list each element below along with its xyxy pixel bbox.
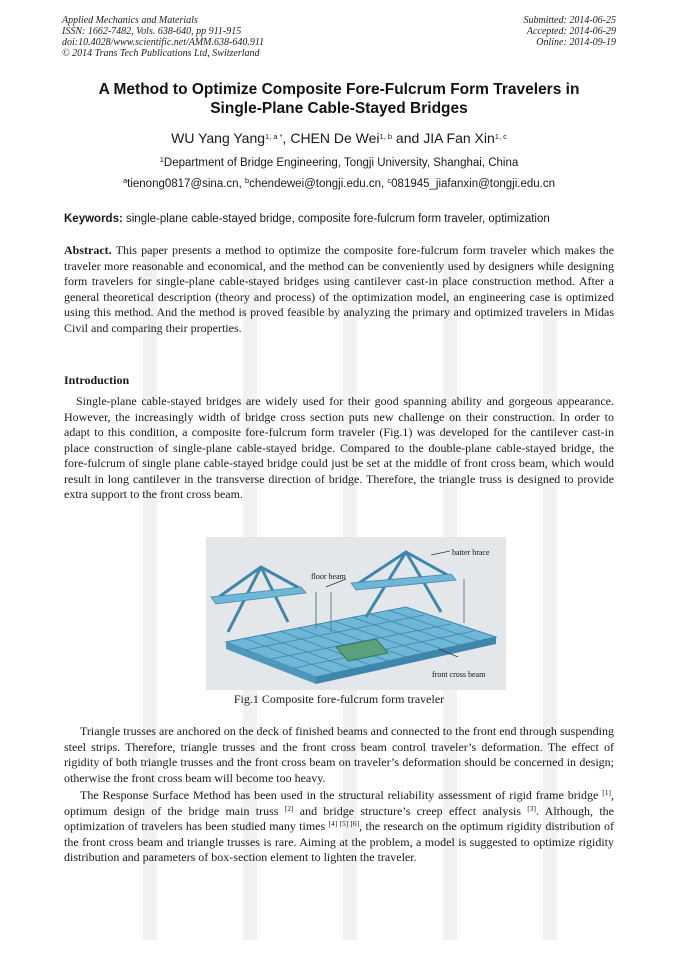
accepted-date: Accepted: 2014-06-29: [526, 26, 616, 37]
online-date: Online: 2014-09-19: [536, 37, 616, 48]
issn-line: ISSN: 1662-7482, Vols. 638-640, pp 911-915: [62, 26, 242, 37]
keywords-text: single-plane cable-stayed bridge, composite fore-fulcrum form traveler, optimization: [122, 213, 550, 225]
abstract: [64, 243, 614, 336]
p3-text-a: The Response Surface Method has been used in the structural reliability assessment of rigid frame bridge: [80, 788, 603, 802]
authors: [0, 129, 678, 147]
author-3-affil: 1, c: [494, 132, 507, 141]
email-a[interactable]: tienong0817@sina.cn,: [127, 178, 245, 190]
title-line-2: Single-Plane Cable-Stayed Bridges: [210, 100, 468, 117]
intro-paragraph-1: Single-plane cable-stayed bridges are widely used for their good spanning ability and gorgeous appearance. However, the increasingly width of bridge cross section puts new challenge on their construction. In order to adapt to this condition, a composite fore-fulcrum form traveler (Fig.1) was developed for the cantilever cast-in place construction of single-plane cable-stayed bridge. Compared to the double-plane cable-stayed bridge, the fore-fulcrum of single plane cable-stayed bridge could just be set at the middle of front cross beam, which would result in long cantilever in the transverse direction of bridge. Therefore, the triangle truss is designed to provide extra support to the front cross beam.: [64, 394, 614, 501]
p3-text-c: and bridge structure’s creep effect analysis: [293, 803, 528, 818]
paper-title: [40, 80, 638, 118]
journal-name: Applied Mechanics and Materials: [62, 15, 198, 26]
author-sep-2: and: [392, 130, 424, 146]
affiliation: [0, 156, 678, 170]
p3-text-e: , the research on the optimum rigidity distribution of the front cross beam and triangle trusses is rare. Aiming at the problem, a model is suggested to optimize rigidity distribution and parameters of box-section element to lighten the traveler.: [64, 819, 614, 864]
p3-text-d: . Although, the optimization of travelers has been studied many times: [64, 803, 614, 833]
section-heading-introduction: Introduction: [64, 373, 130, 387]
copyright-line: © 2014 Trans Tech Publications Ltd, Switzerland: [62, 48, 260, 59]
keywords-label: Keywords:: [64, 213, 123, 225]
author-3: JIA Fan Xin: [423, 130, 495, 146]
author-1: WU Yang Yang: [171, 130, 266, 146]
label-front-cross-beam: front cross beam: [432, 670, 486, 679]
doi-line: doi:10.4028/www.scientific.net/AMM.638-640.911: [62, 37, 265, 48]
affiliation-sup: 1: [159, 155, 164, 164]
p3-text-b: , optimum design of the bridge main truss: [64, 788, 614, 818]
traveler-illustration: [206, 537, 506, 690]
figure-1: [206, 537, 506, 690]
figure-caption: Fig.1 Composite fore-fulcrum form traveler: [233, 692, 445, 706]
email-sup-a: a: [122, 176, 128, 185]
email-b[interactable]: chendewei@tongji.edu.cn,: [249, 178, 388, 190]
affiliation-text: Department of Bridge Engineering, Tongji University, Shanghai, China: [163, 157, 519, 169]
email-sup-c: c: [387, 176, 392, 185]
title-line-1: A Method to Optimize Composite Fore-Fulcrum Form Travelers in: [98, 81, 580, 98]
label-floor-beam: floor beam: [311, 572, 346, 581]
label-batter-brace: batter brace: [452, 548, 490, 557]
author-1-affil: 1, a *: [265, 132, 283, 141]
abstract-text: This paper presents a method to optimize the composite fore-fulcrum form traveler which makes the traveler more reasonable and economical, and the method can be conveniently used by designers while designing form travelers for single-plane cable-stayed bridges using cantilever cast-in place construction method. After a general theoretical description (theory and process) of the optimization model, an engineering case is optimized using this method. And the method is proved feasible by analyzing the primary and optimized travelers in Midas Civil and comparing their properties.: [64, 243, 614, 335]
email-sup-b: b: [244, 176, 250, 185]
citation-1[interactable]: [1]: [602, 788, 611, 797]
author-sep-1: ,: [282, 130, 291, 146]
author-2: CHEN De Wei: [290, 130, 380, 146]
submitted-date: Submitted: 2014-06-25: [523, 15, 616, 26]
intro-paragraph-2: Triangle trusses are anchored on the deck of finished beams and connected to the front end through suspending steel strips. Therefore, triangle trusses and the front cross beam control traveler’s deformation. The effect of rigidity of both triangle trusses and the front cross beam on traveler’s deformation should be concerned in design; otherwise the front cross beam will become too heavy.: [64, 724, 614, 785]
emails: [0, 177, 678, 191]
email-c[interactable]: 081945_jiafanxin@tongji.edu.cn: [391, 178, 556, 190]
dates-header: [524, 15, 617, 48]
intro-paragraph-3: [64, 788, 614, 866]
keywords: [64, 212, 624, 227]
citation-2[interactable]: [2]: [284, 803, 294, 813]
citation-3[interactable]: [3]: [527, 803, 537, 813]
author-2-affil: 1, b: [379, 132, 393, 141]
abstract-label: Abstract.: [64, 243, 112, 257]
citation-4-6[interactable]: [4] [5] [6]: [328, 819, 360, 828]
journal-header: [62, 15, 264, 59]
